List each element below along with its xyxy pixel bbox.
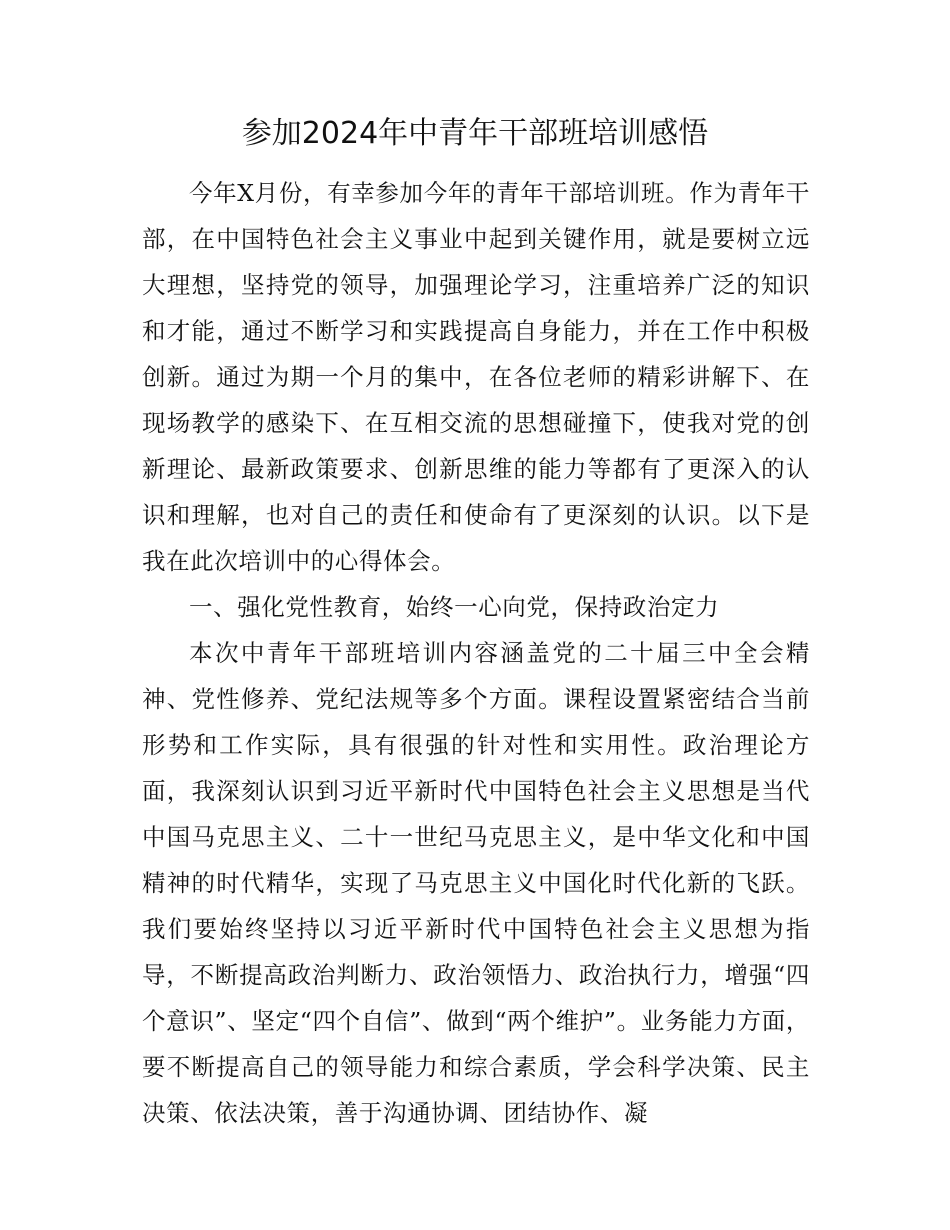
document-title: 参加2024年中青年干部班培训感悟 xyxy=(241,116,709,151)
paragraph-intro: 今年X月份，有幸参加今年的青年干部培训班。作为青年干部，在中国特色社会主义事业中起到关键作用，就是要树立远大理想，坚持党的领导，加强理论学习，注重培养广泛的知识和才能，通过不断学习和实践提高自身能力，并在工作中积极创新。通过为期一个月的集中，在各位老师的精彩讲解下、在现场教学的感染下、在互相交流的思想碰撞下，使我对党的创新理论、最新政策要求、创新思维的能力等都有了更深入的认识和理解，也对自己的责任和使命有了更深刻的认识。以下是我在此次培训中的心得体会。 xyxy=(142,179,810,575)
document-body xyxy=(142,170,810,1136)
section-heading-1: 一、强化党性教育，始终一心向党，保持政治定力 xyxy=(189,593,720,621)
paragraph-section-1: 本次中青年干部班培训内容涵盖党的二十届三中全会精神、党性修养、党纪法规等多个方面。课程设置紧密结合当前形势和工作实际，具有很强的针对性和实用性。政治理论方面，我深刻认识到习近平新时代中国特色社会主义思想是当代中国马克思主义、二十一世纪马克思主义，是中华文化和中国精神的时代精华，实现了马克思主义中国化时代化新的飞跃。我们要始终坚持以习近平新时代中国特色社会主义思想为指导，不断提高政治判断力、政治领悟力、政治执行力，增强“四个意识”、坚定“四个自信”、做到“两个维护”。业务能力方面，要不断提高自己的领导能力和综合素质，学会科学决策、民主决策、依法决策，善于沟通协调、团结协作、凝 xyxy=(142,639,810,1127)
